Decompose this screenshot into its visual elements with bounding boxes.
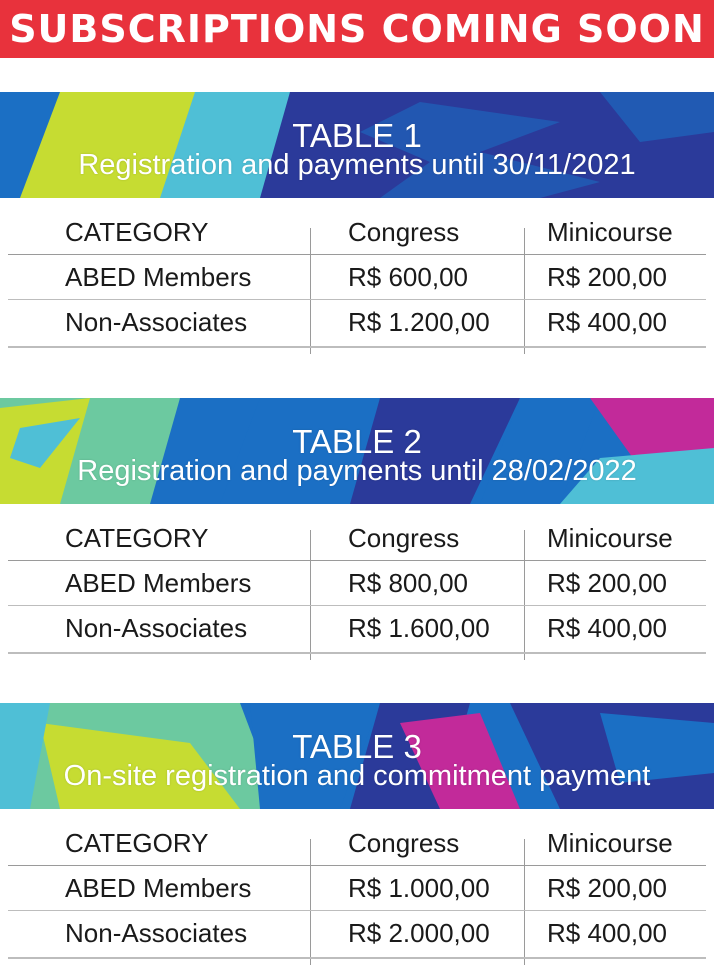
row-category: ABED Members: [65, 568, 252, 598]
header-congress: Congress: [348, 217, 460, 247]
table-row: [8, 911, 706, 959]
row-category: ABED Members: [65, 262, 252, 292]
table-header-row: [8, 516, 706, 561]
table-header-row: [8, 210, 706, 255]
banner-title: SUBSCRIPTIONS COMING SOON: [9, 7, 705, 51]
price-table-1: [0, 92, 714, 348]
table-row: [8, 606, 706, 654]
header-category: CATEGORY: [65, 828, 209, 858]
row-minicourse-price: R$ 400,00: [547, 918, 667, 948]
header-category: CATEGORY: [65, 523, 209, 553]
header-minicourse: Minicourse: [547, 523, 673, 553]
top-banner: [0, 0, 714, 58]
table-row: [8, 255, 706, 300]
table-subtitle: Registration and payments until 30/11/2021: [78, 149, 636, 181]
row-category: Non-Associates: [65, 918, 248, 948]
table-rows: [0, 516, 714, 654]
header-minicourse: Minicourse: [547, 217, 673, 247]
row-congress-price: R$ 800,00: [348, 568, 468, 598]
header-category: CATEGORY: [65, 217, 209, 247]
header-minicourse: Minicourse: [547, 828, 673, 858]
row-congress-price: R$ 2.000,00: [348, 918, 490, 948]
table-title: TABLE 1: [292, 117, 422, 154]
row-minicourse-price: R$ 200,00: [547, 568, 667, 598]
row-category: Non-Associates: [65, 613, 248, 643]
table-header-band: [0, 703, 714, 809]
table-rows: [0, 821, 714, 959]
table-title: TABLE 3: [292, 728, 422, 765]
row-congress-price: R$ 600,00: [348, 262, 468, 292]
table-header-band: [0, 92, 714, 198]
table-title: TABLE 2: [292, 423, 422, 460]
table-subtitle: On-site registration and commitment payment: [63, 760, 651, 792]
row-minicourse-price: R$ 200,00: [547, 873, 667, 903]
table-rows: [0, 210, 714, 348]
row-category: Non-Associates: [65, 307, 248, 337]
header-congress: Congress: [348, 828, 460, 858]
table-row: [8, 300, 706, 348]
table-row: [8, 561, 706, 606]
row-minicourse-price: R$ 400,00: [547, 307, 667, 337]
table-header-row: [8, 821, 706, 866]
price-table-2: [0, 398, 714, 654]
header-congress: Congress: [348, 523, 460, 553]
row-congress-price: R$ 1.200,00: [348, 307, 490, 337]
row-category: ABED Members: [65, 873, 252, 903]
table-header-band: [0, 398, 714, 504]
row-congress-price: R$ 1.000,00: [348, 873, 490, 903]
price-table-3: [0, 703, 714, 959]
row-minicourse-price: R$ 200,00: [547, 262, 667, 292]
table-subtitle: Registration and payments until 28/02/2022: [77, 455, 637, 487]
row-minicourse-price: R$ 400,00: [547, 613, 667, 643]
table-row: [8, 866, 706, 911]
row-congress-price: R$ 1.600,00: [348, 613, 490, 643]
